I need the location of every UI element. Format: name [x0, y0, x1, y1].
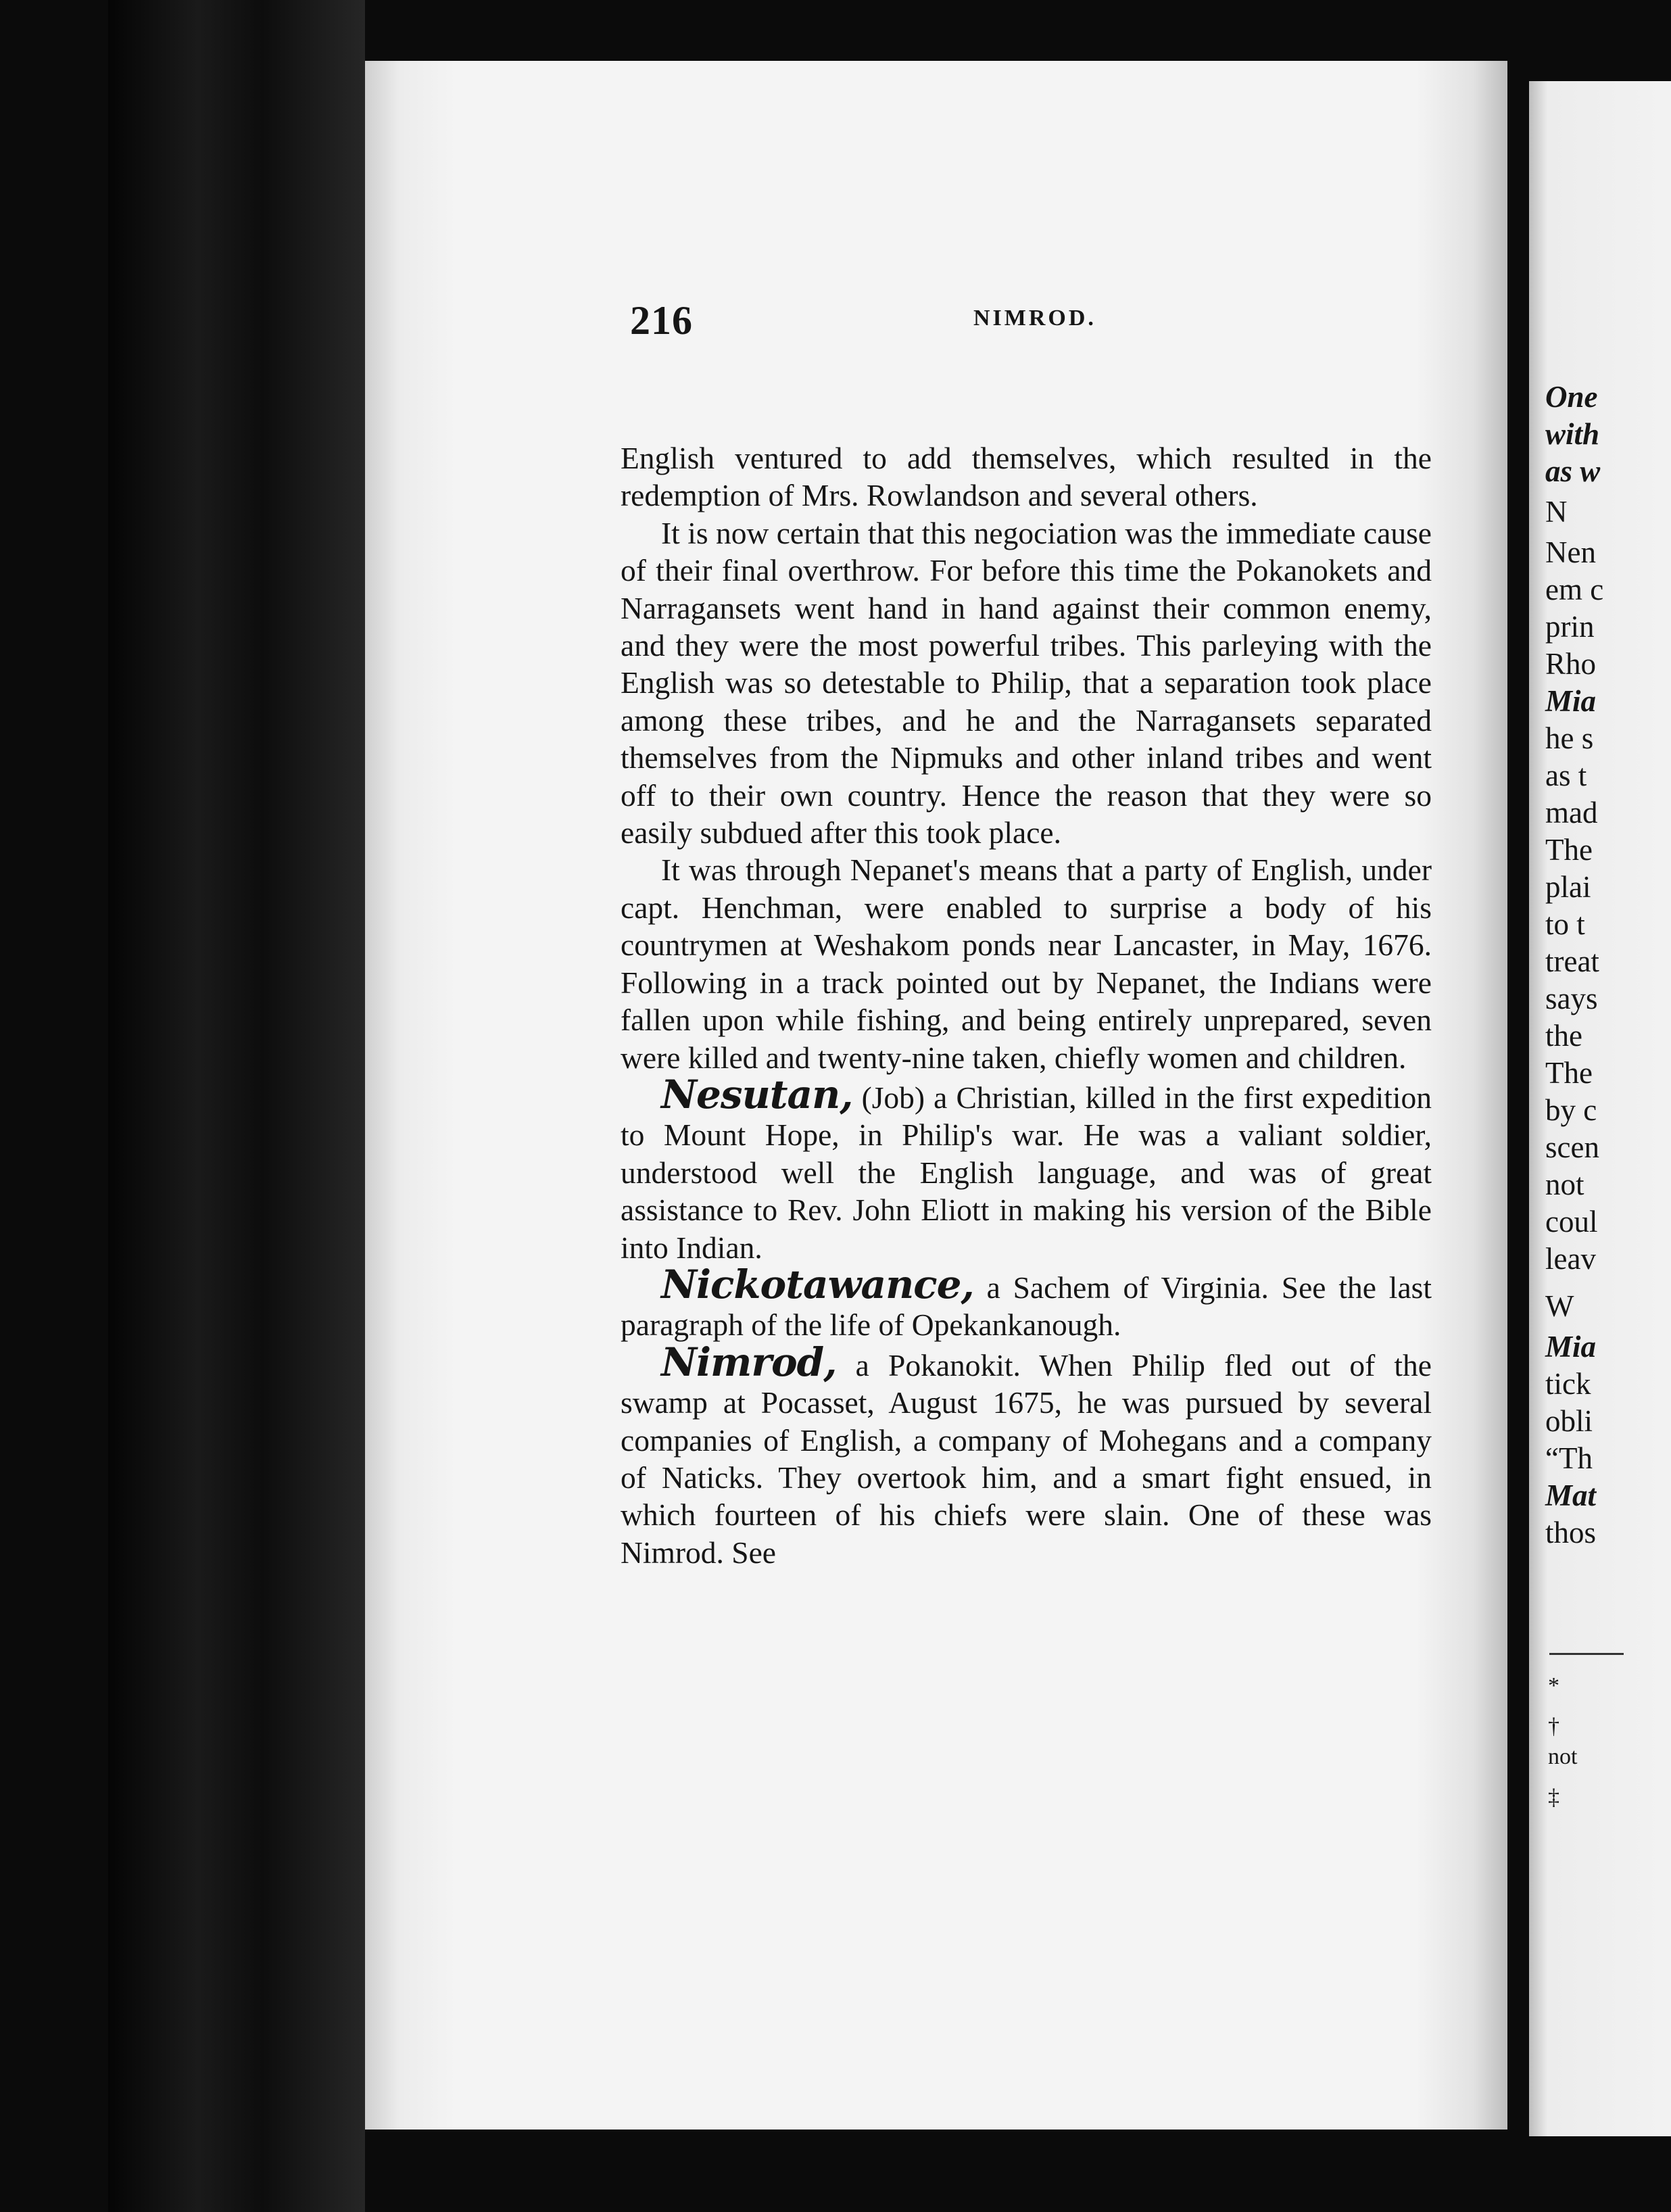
facing-page-line: One [1545, 380, 1598, 414]
facing-page-line: Nen [1545, 535, 1596, 569]
page-body [621, 439, 1432, 1571]
facing-page-line: tick [1545, 1367, 1591, 1401]
facing-page-line: Mia [1545, 684, 1597, 718]
page-number: 216 [630, 298, 693, 343]
facing-page-line: W [1545, 1289, 1574, 1323]
facing-page-line: thos [1545, 1516, 1597, 1549]
facing-page-footnote: * [1548, 1673, 1559, 1698]
facing-page-line: The [1545, 833, 1593, 867]
facing-page-line: with [1545, 417, 1600, 451]
facing-page-edge [1529, 81, 1671, 2136]
entry-heading-nickotawance: Nickotawance, [661, 1261, 974, 1307]
facing-page-line: he s [1545, 721, 1594, 755]
facing-page-line: The [1545, 1056, 1593, 1090]
facing-page-line: Mia [1545, 1330, 1597, 1364]
book-page [365, 61, 1507, 2130]
facing-page-line: says [1545, 982, 1598, 1015]
facing-page-line: N [1545, 495, 1568, 529]
facing-page-line: plai [1545, 870, 1591, 904]
facing-page-line: em c [1545, 573, 1604, 606]
entry-nickotawance [621, 1261, 1432, 1344]
facing-page-line: scen [1545, 1130, 1599, 1164]
running-head: NIMROD. [973, 306, 1096, 331]
facing-page-line: as w [1545, 454, 1601, 488]
facing-page-line: treat [1545, 944, 1599, 978]
facing-page-footnote: ‡ [1548, 1785, 1559, 1810]
paragraph-continued: English ventured to add themselves, which resulted in the redemption of Mrs. Rowlandson and several others. [621, 441, 1432, 513]
footnote-rule [1549, 1653, 1624, 1655]
facing-page-line: mad [1545, 796, 1598, 830]
facing-page-line: Rho [1545, 647, 1597, 681]
entry-heading-nesutan: Nesutan, [661, 1071, 853, 1117]
facing-page-line: Mat [1545, 1478, 1597, 1512]
facing-page-line: “Th [1545, 1441, 1593, 1475]
entry-heading-nimrod: Nimrod, [661, 1339, 837, 1385]
entry-nimrod [621, 1339, 1432, 1571]
facing-page-line: the [1545, 1019, 1582, 1053]
facing-page-footnote: † [1548, 1714, 1559, 1739]
facing-page-line: by c [1545, 1093, 1597, 1127]
facing-page-line: not [1545, 1168, 1584, 1201]
facing-page-line: obli [1545, 1404, 1593, 1438]
entry-nesutan [621, 1071, 1432, 1266]
facing-page-line: coul [1545, 1205, 1598, 1239]
book-spine-shadow [108, 0, 365, 2212]
facing-page-footnote: not [1548, 1744, 1578, 1769]
paragraph-nepanet: It was through Nepanet's means that a party of English, under capt. Henchman, were enabled to surprise a body of his countrymen at Weshakom ponds near Lancaster, in May, 1676. Following in a track pointed out by Nepanet, the Indians were fallen upon while fishing, and being entirely unprepared, seven were killed and twenty-nine taken, chiefly women and children. [621, 852, 1432, 1075]
facing-page-line: to t [1545, 907, 1585, 941]
facing-page-line: prin [1545, 610, 1595, 644]
facing-page-line: leav [1545, 1242, 1596, 1276]
paragraph-negociation: It is now certain that this negociation was the immediate cause of their final overthrow. For before this time the Pokanokets and Narragansets went hand in hand against their common enemy, and they were the most powerful tribes. This parleying with the English was so detestable to Philip, that a separation took place among these tribes, and he and the Narragansets separated themselves from the Nipmuks and other inland tribes and went off to their own country. Hence the reason that they were so easily subdued after this took place. [621, 515, 1432, 850]
entry-text-nimrod: a Pokanokit. When Philip fled out of the swamp at Pocasset, August 1675, he was pursued by several companies of English, a company of Mohegans and a company of Naticks. They overtook him, and a smart fight ensued, in which fourteen of his chiefs were slain. One of these was Nimrod. See [621, 1347, 1432, 1570]
facing-page-line: as t [1545, 759, 1587, 792]
entry-text-nickotawance: a Sachem of Virginia. See the last paragraph of the life of Opekankanough. [621, 1270, 1432, 1343]
entry-text-nesutan: (Job) a Christian, killed in the first expedition to Mount Hope, in Philip's war. He was a valiant soldier, understood well the English language, and was of great assistance to Rev. John Eliott in making his version of the Bible into Indian. [621, 1080, 1432, 1265]
